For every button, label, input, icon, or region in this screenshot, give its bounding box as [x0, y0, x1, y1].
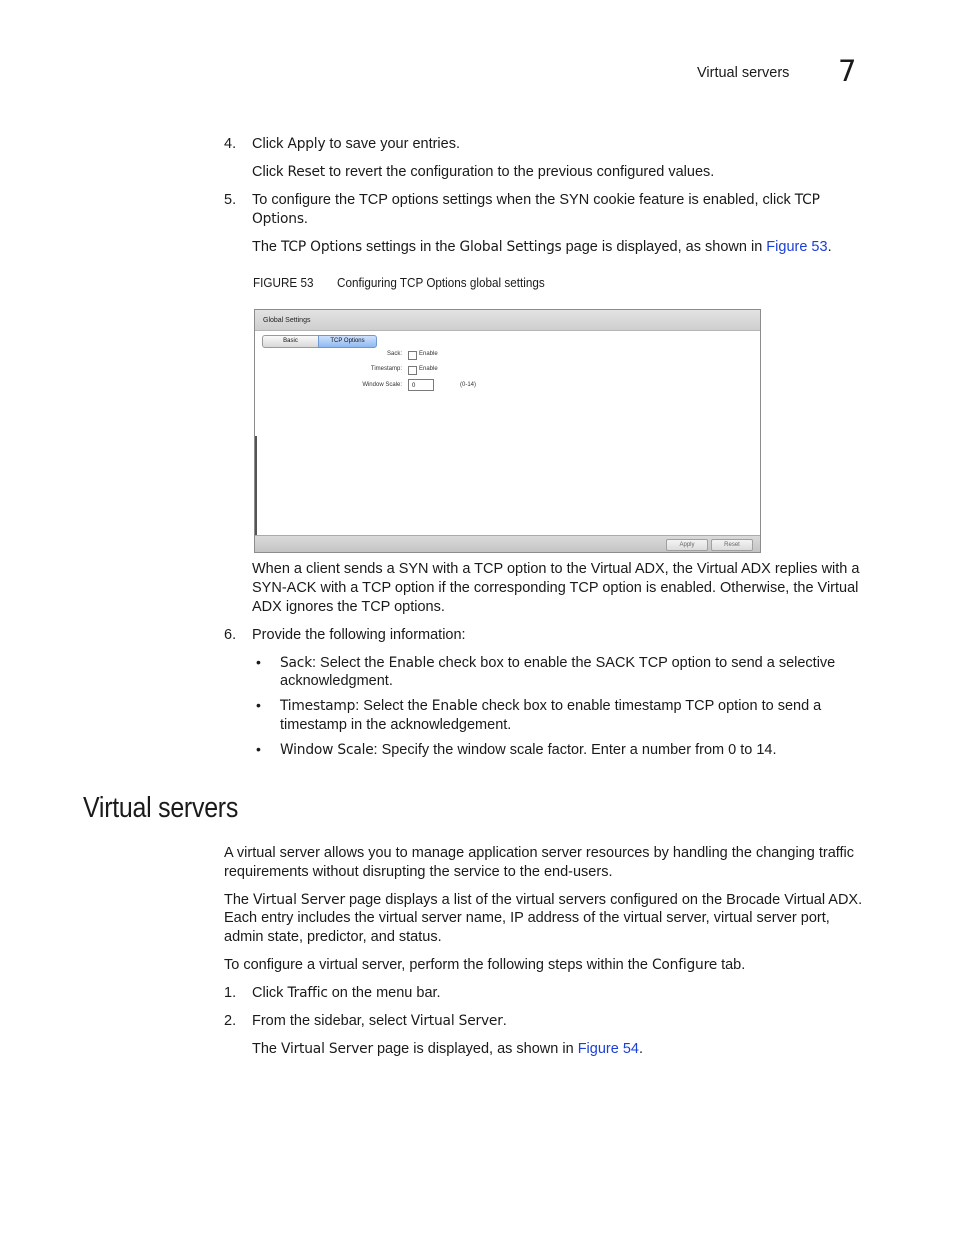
step-text: The TCP Options settings in the Global Settings page is displayed, as shown in Figure 53.	[252, 239, 832, 255]
step-number: 1.	[224, 985, 237, 1001]
body-text: SYN-ACK with a TCP option if the corresponding TCP option is enabled. Otherwise, the Virtual	[252, 580, 859, 596]
figure-54-link[interactable]: Figure 54	[577, 1041, 639, 1057]
body-text: ADX ignores the TCP options.	[252, 599, 445, 615]
step-number: 5.	[224, 192, 237, 208]
body-text: requirements without disrupting the service to the end-users.	[224, 864, 613, 880]
tab-tcp-options[interactable]: TCP Options	[318, 335, 377, 348]
window-scale-label: Window Scale:	[362, 382, 402, 388]
window-title-bar	[255, 310, 760, 331]
window-title: Global Settings	[263, 317, 311, 324]
reset-button[interactable]: Reset	[711, 539, 753, 551]
timestamp-checkbox[interactable]	[408, 366, 417, 375]
body-text: When a client sends a SYN with a TCP option to the Virtual ADX, the Virtual ADX replies with a	[252, 561, 860, 577]
step-text: The Virtual Server page is displayed, as shown in Figure 54.	[252, 1041, 643, 1057]
chapter-number: 7	[838, 54, 857, 88]
figure-screenshot	[254, 309, 761, 553]
running-header-section: Virtual servers	[697, 65, 790, 81]
step-text: Options.	[252, 211, 308, 227]
bullet-text: Timestamp: Select the Enable check box to enable timestamp TCP option to send a	[280, 698, 822, 714]
step-text: Click Apply to save your entries.	[252, 136, 460, 152]
body-text: A virtual server allows you to manage application server resources by handling the changing traffic	[224, 845, 855, 861]
step-text: Click Traffic on the menu bar.	[252, 985, 441, 1001]
step-number: 6.	[224, 627, 237, 643]
tab-basic[interactable]: Basic	[262, 335, 319, 348]
step-text: To configure the TCP options settings when the SYN cookie feature is enabled, click TCP	[252, 192, 820, 208]
body-text: admin state, predictor, and status.	[224, 929, 442, 945]
apply-button[interactable]: Apply	[666, 539, 708, 551]
window-scale-input[interactable]: 0	[408, 379, 434, 391]
sack-checkbox[interactable]	[408, 351, 417, 360]
timestamp-label: Timestamp:	[370, 366, 402, 372]
body-text: The Virtual Server page displays a list of the virtual servers configured on the Brocade Virtual ADX.	[224, 892, 863, 908]
ui-term-reset: Reset	[287, 164, 325, 180]
window-edge-line	[255, 436, 257, 540]
timestamp-enable-label: Enable	[419, 366, 438, 372]
step-number: 4.	[224, 136, 237, 152]
figure-title: Configuring TCP Options global settings	[337, 275, 545, 290]
bullet-icon: •	[256, 697, 261, 713]
bullet-icon: •	[256, 741, 261, 757]
ui-term-apply: Apply	[287, 136, 326, 152]
body-text: Each entry includes the virtual server name, IP address of the virtual server, virtual server port,	[224, 910, 830, 926]
bullet-text: Sack: Select the Enable check box to enable the SACK TCP option to send a selective	[280, 655, 836, 671]
window-footer	[255, 535, 760, 552]
step-text: Click Reset to revert the configuration to the previous configured values.	[252, 164, 715, 180]
bullet-text: timestamp in the acknowledgement.	[280, 717, 512, 733]
body-text: To configure a virtual server, perform the following steps within the Configure tab.	[224, 957, 746, 973]
bullet-text: Window Scale: Specify the window scale factor. Enter a number from 0 to 14.	[280, 742, 777, 758]
bullet-icon: •	[256, 654, 261, 670]
step-text: From the sidebar, select Virtual Server.	[252, 1013, 507, 1029]
window-scale-range: (0-14)	[460, 382, 477, 388]
figure-label: FIGURE 53	[253, 275, 314, 290]
bullet-text: acknowledgment.	[280, 673, 393, 689]
figure-53-link[interactable]: Figure 53	[766, 239, 828, 255]
step-number: 2.	[224, 1013, 237, 1029]
section-heading: Virtual servers	[83, 792, 239, 824]
step-text: Provide the following information:	[252, 627, 466, 643]
sack-enable-label: Enable	[419, 351, 438, 357]
sack-label: Sack:	[386, 351, 402, 357]
